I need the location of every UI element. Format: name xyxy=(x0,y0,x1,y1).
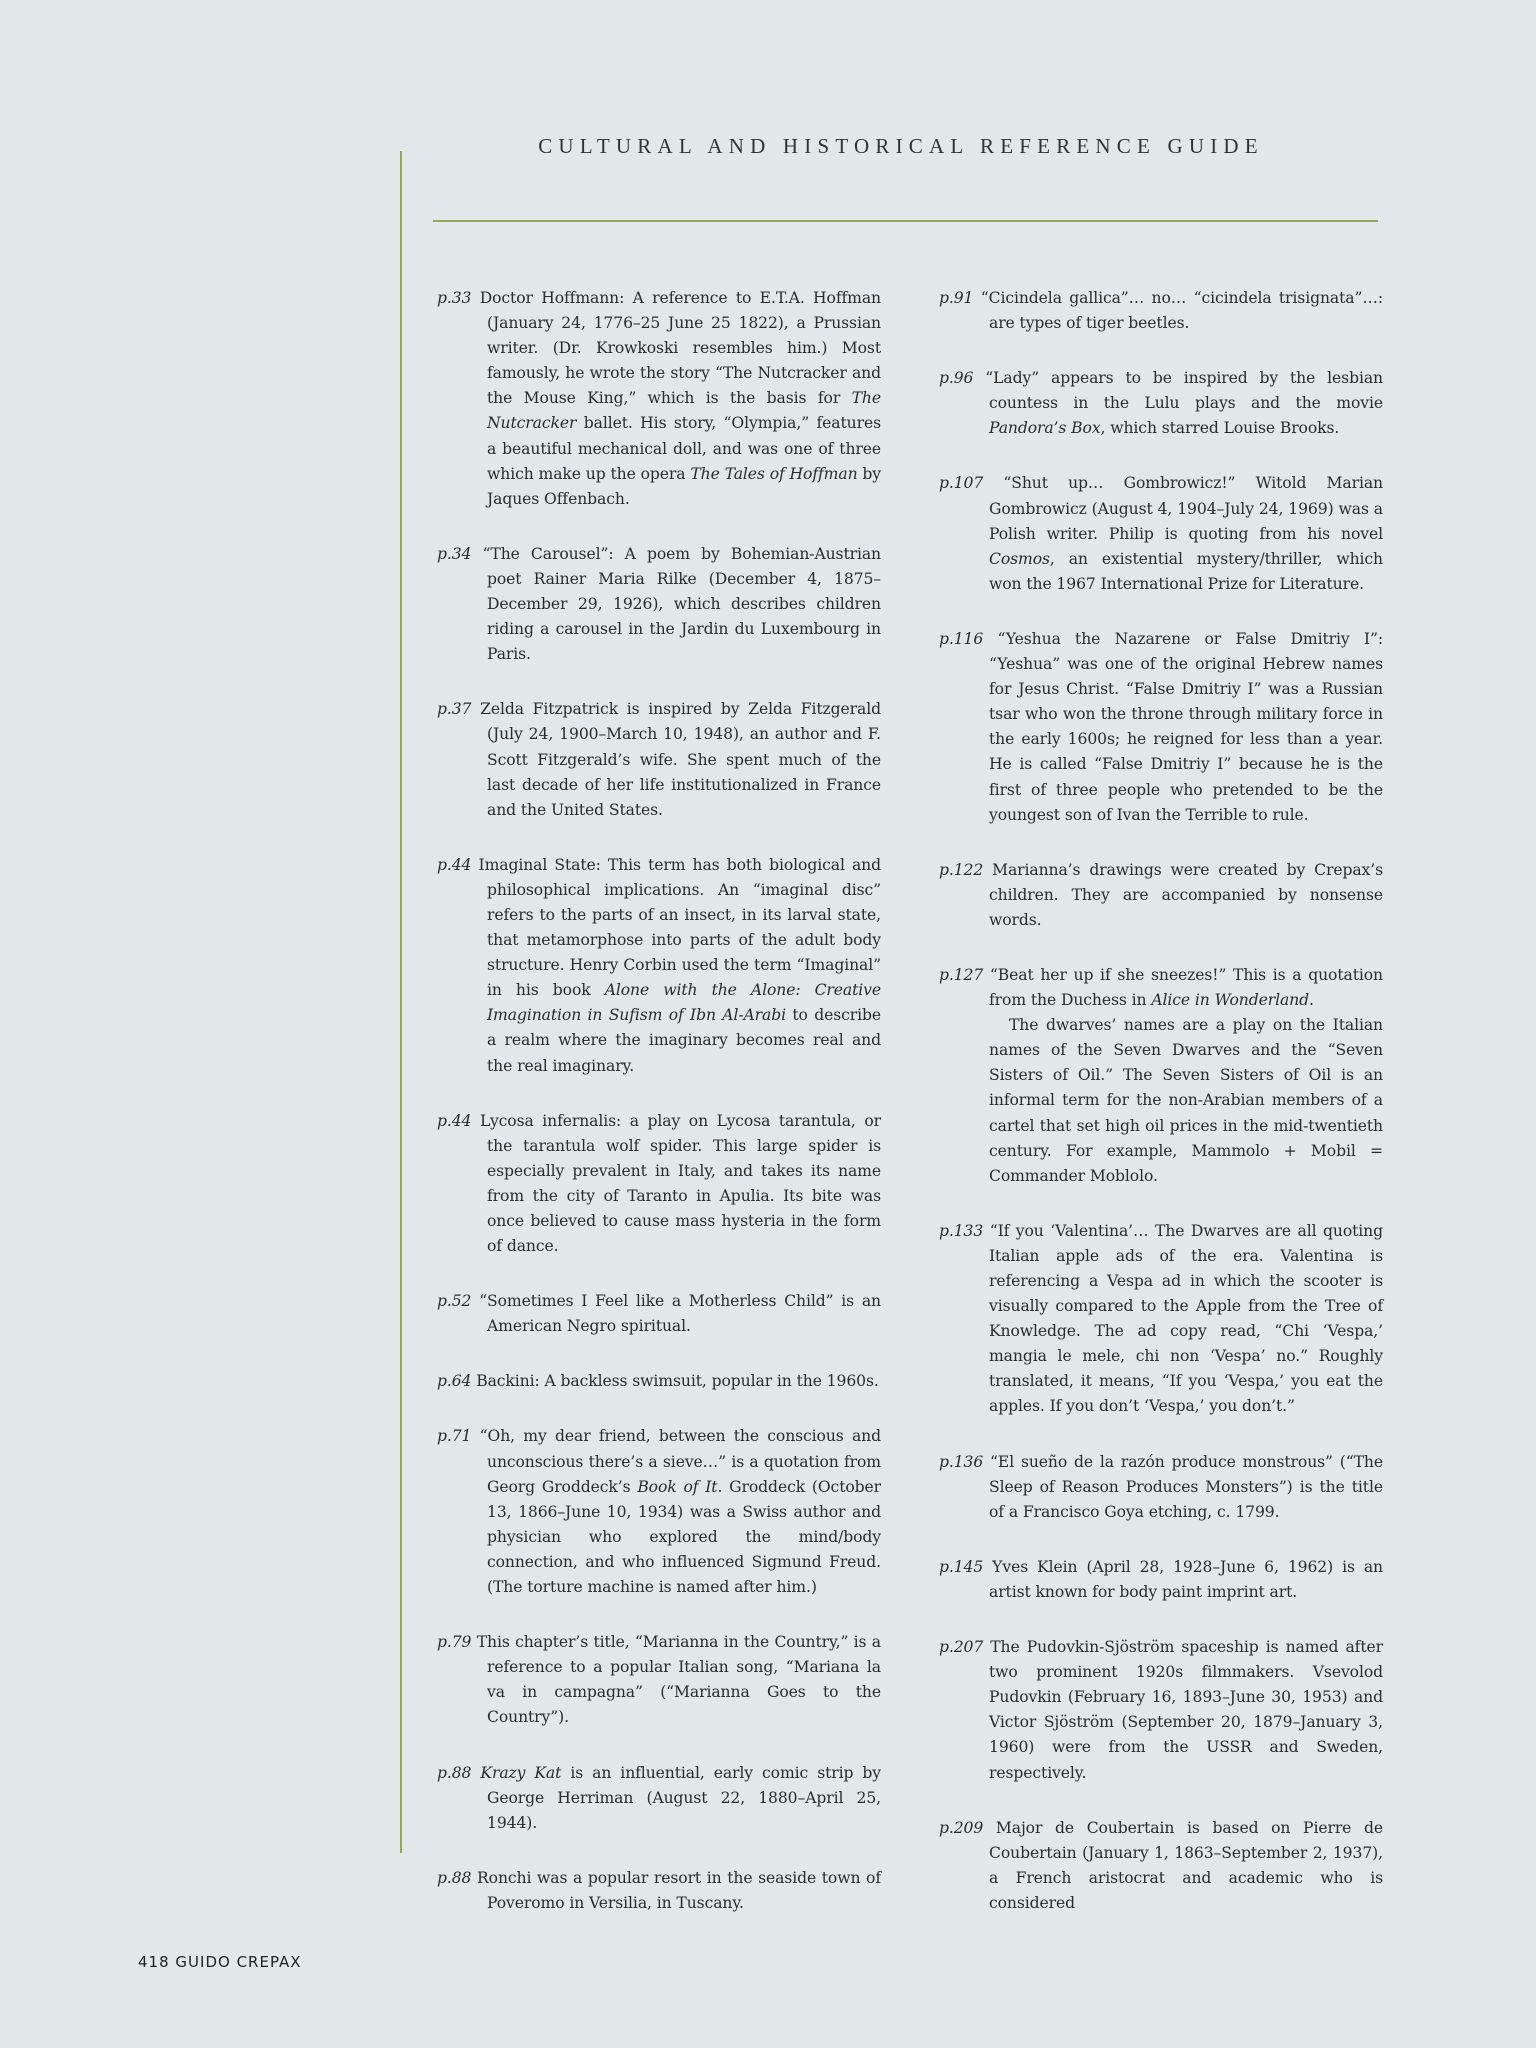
entry-text: “Shut up… Gombrowicz!” Witold Marian Gombrowicz (August 4, 1904–July 24, 1969) was a Polish writer. Philip is quoting from his novel xyxy=(983,474,1383,543)
page-footer xyxy=(138,1953,302,1971)
italic-title: Alice in Wonderland xyxy=(1151,991,1309,1010)
entry-text: ballet. His story, “Olympia,” features a beautiful mechanical doll, and was one of three which make up the opera xyxy=(487,414,881,483)
entry-text: “Sometimes I Feel like a Motherless Child” is an American Negro spiritual. xyxy=(471,1292,881,1336)
italic-title: Cosmos xyxy=(989,549,1050,568)
right-column xyxy=(939,286,1383,1916)
reference-entry xyxy=(939,1219,1383,1420)
italic-title: The Tales of Hoffman xyxy=(690,464,858,483)
page-reference: p.127 xyxy=(939,965,984,984)
page-reference: p.88 xyxy=(437,1868,472,1887)
page-number: 418 xyxy=(138,1953,170,1971)
page-reference: p.96 xyxy=(939,369,974,388)
reference-entry xyxy=(437,697,881,822)
reference-entry xyxy=(939,627,1383,828)
reference-entry xyxy=(437,542,881,667)
entry-text: Zelda Fitzpatrick is inspired by Zelda Fitzgerald (July 24, 1900–March 10, 1948), an author and F. Scott Fitzgerald’s wife. She spent much of the last decade of her life institutionalized in France and the United States. xyxy=(471,700,881,819)
entry-text: Imaginal State: This term has both biological and philosophical implications. An “imaginal disc” refers to the parts of an insect, in its larval state, that metamorphose into parts of the adult body structure. Henry Corbin used the term “Imaginal” in his book xyxy=(471,855,881,1000)
page-reference: p.34 xyxy=(437,544,472,563)
page-reference: p.116 xyxy=(939,629,984,648)
entry-text: . xyxy=(1308,991,1314,1010)
italic-title: Krazy Kat xyxy=(480,1763,562,1782)
italic-title: Book of It xyxy=(637,1477,718,1496)
reference-entry xyxy=(939,858,1383,933)
entry-text: is an influential, early comic strip by George Herriman (August 22, 1880–April 25, 1944). xyxy=(487,1763,882,1832)
reference-entry xyxy=(939,286,1383,336)
page-reference: p.122 xyxy=(939,860,984,879)
page-header-title: CULTURAL AND HISTORICAL REFERENCE GUIDE xyxy=(538,134,1264,158)
page-reference: p.33 xyxy=(437,289,472,307)
reference-entry xyxy=(437,1369,881,1394)
reference-entry xyxy=(939,1555,1383,1605)
header-rule xyxy=(433,220,1378,222)
italic-title: The Nutcracker xyxy=(487,389,881,433)
reference-entry xyxy=(939,1450,1383,1525)
page-reference: p.209 xyxy=(939,1818,984,1837)
page-reference: p.88 xyxy=(437,1763,472,1782)
reference-entry xyxy=(939,366,1383,441)
entry-text: “If you ‘Valentina’… The Dwarves are all quoting Italian apple ads of the era. Valentina is referencing a Vespa ad in which the scooter is visually compared to the Apple from the Tree of Knowledge. The ad copy read, “Chi ‘Vespa,’ mangia le mele, chi non ‘Vespa’ no.” Roughly translated, it means, “If you ‘Vespa,’ you eat the apples. If you don’t ‘Vespa,’ you don’t.” xyxy=(983,1221,1383,1416)
reference-entry xyxy=(939,963,1383,1189)
footer-author: GUIDO CREPAX xyxy=(175,1953,302,1971)
entry-text: Yves Klein (April 28, 1928–June 6, 1962) is an artist known for body paint imprint art. xyxy=(983,1557,1383,1601)
page-reference: p.145 xyxy=(939,1557,984,1576)
reference-entry xyxy=(437,1109,881,1260)
entry-text: to describe a realm where the imaginary becomes real and the real imaginary. xyxy=(487,1006,881,1075)
page-reference: p.91 xyxy=(939,289,974,307)
reference-entry xyxy=(939,1816,1383,1916)
entry-text: “Oh, my dear friend, between the conscious and unconscious there’s a sieve…” is a quotation from Georg Groddeck’s xyxy=(471,1427,881,1496)
entry-text: , which starred Louise Brooks. xyxy=(1100,419,1340,438)
page-reference: p.37 xyxy=(437,700,472,719)
page-reference: p.136 xyxy=(939,1452,984,1471)
entry-text: Major de Coubertain is based on Pierre de Coubertain (January 1, 1863–September 2, 1937), a French aristocrat and academic who is considered xyxy=(983,1818,1383,1912)
entry-text: Backini: A backless swimsuit, popular in the 1960s. xyxy=(471,1372,879,1391)
entry-text: “The Carousel”: A poem by Bohemian-Austrian poet Rainer Maria Rilke (December 4, 1875–December 29, 1926), which describes children riding a carousel in the Jardin du Luxembourg in Paris. xyxy=(471,544,881,664)
entry-text: “Cicindela gallica”… no… “cicindela trisignata”…: are types of tiger beetles. xyxy=(973,289,1383,333)
reference-entry xyxy=(437,1424,881,1600)
entry-text: Marianna’s drawings were created by Crepax’s children. They are accompanied by nonsense words. xyxy=(983,860,1383,929)
entry-text: The Pudovkin-Sjöström spaceship is named after two prominent 1920s filmmakers. Vsevolod Pudovkin (February 16, 1893–June 30, 1953) and Victor Sjöström (September 20, 1879–January 3, 1960) were from the USSR and Sweden, respectively. xyxy=(983,1638,1383,1782)
entry-text: by Jaques Offenbach. xyxy=(487,464,881,508)
page-reference: p.71 xyxy=(437,1427,472,1446)
page-reference: p.44 xyxy=(437,1111,472,1130)
page-reference: p.64 xyxy=(437,1372,472,1391)
reference-entry xyxy=(437,853,881,1079)
reference-entry xyxy=(939,1635,1383,1786)
reference-entry xyxy=(437,1630,881,1730)
page-reference: p.107 xyxy=(939,474,984,493)
italic-title: Pandora’s Box xyxy=(989,419,1101,438)
entry-text: . Groddeck (October 13, 1866–June 10, 1934) was a Swiss author and physician who explored the mind/body connection, and who influenced Sigmund Freud. (The torture machine is named after him.) xyxy=(487,1477,882,1597)
entry-text: This chapter’s title, “Marianna in the Country,” is a reference to a popular Italian song, “Mariana la va in campagna” (“Marianna Goes to the Country”). xyxy=(471,1633,881,1727)
reference-entry xyxy=(437,286,881,512)
reference-entry xyxy=(939,471,1383,596)
entry-text: Lycosa infernalis: a play on Lycosa tarantula, or the tarantula wolf spider. This large spider is especially prevalent in Italy, and takes its name from the city of Taranto in Apulia. Its bite was once believed to cause mass hysteria in the form of dance. xyxy=(471,1111,881,1256)
entry-text: , an existential mystery/thriller, which won the 1967 International Prize for Literature. xyxy=(989,549,1383,593)
page-reference: p.44 xyxy=(437,855,472,874)
italic-title: Alone with the Alone: Creative Imagination in Sufism of Ibn Al-Arabi xyxy=(487,981,881,1025)
entry-text: “Beat her up if she sneezes!” This is a quotation from the Duchess in xyxy=(983,965,1383,1010)
vertical-rule xyxy=(400,151,402,1853)
page-reference: p.133 xyxy=(939,1221,984,1240)
reference-entry xyxy=(437,1761,881,1836)
page-reference: p.52 xyxy=(437,1292,472,1311)
reference-entry xyxy=(437,1866,881,1916)
reference-entry xyxy=(437,1289,881,1339)
entry-text: “El sueño de la razón produce monstrous” (“The Sleep of Reason Produces Monsters”) is the title of a Francisco Goya etching, c. 1799. xyxy=(983,1452,1383,1521)
page-reference: p.207 xyxy=(939,1638,984,1657)
entry-second-paragraph: The dwarves’ names are a play on the Italian names of the Seven Dwarves and the “Seven Sisters of Oil.” The Seven Sisters of Oil is an informal term for the non-Arabian members of a cartel that set high oil prices in the mid-twentieth century. For example, Mammolo + Mobil = Commander Moblolo. xyxy=(989,1016,1383,1185)
entry-text: “Lady” appears to be inspired by the lesbian countess in the Lulu plays and the movie xyxy=(973,369,1383,413)
entry-text: Ronchi was a popular resort in the seaside town of Poveromo in Versilia, in Tuscany. xyxy=(471,1868,881,1912)
left-column xyxy=(437,286,881,1916)
entry-text: “Yeshua the Nazarene or False Dmitriy I”: “Yeshua” was one of the original Hebrew names for Jesus Christ. “False Dmitriy I” was a Russian tsar who won the throne through military force in the early 1600s; he reigned for less than a year. He is called “False Dmitriy I” because he is the first of three people who pretended to be the youngest son of Ivan the Terrible to rule. xyxy=(983,629,1383,824)
entry-text: Doctor Hoffmann: A reference to E.T.A. Hoffman (January 24, 1776–25 June 25 1822), a Prussian writer. (Dr. Krowkoski resembles him.) Most famously, he wrote the story “The Nutcracker and the Mouse King,” which is the basis for xyxy=(471,289,881,408)
page-reference: p.79 xyxy=(437,1633,472,1652)
